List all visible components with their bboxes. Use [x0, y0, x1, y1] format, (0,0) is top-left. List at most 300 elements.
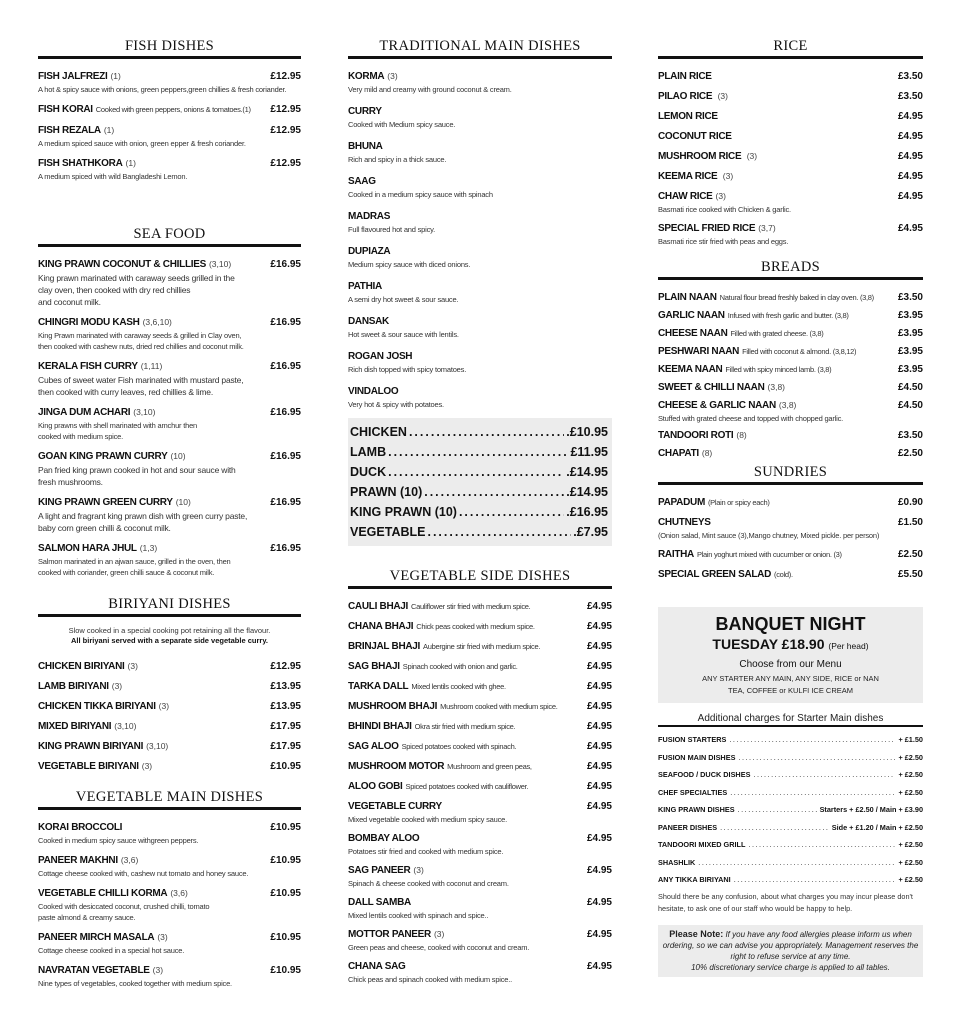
item-name: BHINDI BHAJI	[348, 721, 412, 732]
charge-amount: + £2.50	[898, 875, 923, 884]
item-name: CURRY	[348, 106, 382, 117]
menu-item	[348, 698, 612, 713]
price-list-name: KING PRAWN (10)	[350, 505, 457, 519]
menu-item	[38, 658, 301, 673]
item-price: £4.95	[586, 929, 612, 940]
menu-item-title	[348, 103, 612, 118]
item-name: TARKA DALL	[348, 681, 409, 692]
item-name: FISH SHATHKORA	[38, 158, 123, 169]
item-price: £10.95	[270, 761, 301, 772]
item-allergens: (3,6)	[120, 855, 139, 865]
item-price: £13.95	[270, 701, 301, 712]
item-allergens: (3)	[413, 865, 424, 875]
item-description: Rich and spicy in a thick sauce.	[348, 155, 447, 164]
item-price: £4.95	[586, 781, 612, 792]
menu-item-title	[38, 101, 264, 116]
item-price: £3.50	[897, 430, 923, 441]
menu-item-row	[348, 738, 612, 753]
item-name: MIXED BIRIYANI	[38, 721, 112, 732]
charge-name: FUSION MAIN DISHES	[658, 752, 736, 762]
item-name: CHEESE & GARLIC NAAN	[658, 400, 776, 411]
menu-item-row	[348, 208, 612, 223]
menu-item-row	[38, 962, 301, 977]
menu-item-title	[38, 929, 264, 944]
dot-leader	[738, 801, 817, 819]
price-list-row	[350, 482, 608, 502]
menu-item	[38, 758, 301, 773]
item-allergens: (1,11)	[140, 361, 163, 371]
menu-item-row	[658, 427, 923, 442]
item-name: DANSAK	[348, 316, 389, 327]
item-name: SAG ALOO	[348, 741, 399, 752]
item-name: ALOO GOBI	[348, 781, 403, 792]
item-allergens: (3)	[715, 91, 728, 101]
item-description: Nine types of vegetables, cooked together with medium spice.	[38, 979, 232, 988]
menu-item-row	[348, 758, 612, 773]
menu-section	[658, 464, 923, 581]
menu-item	[658, 445, 923, 460]
item-name: CHANA BHAJI	[348, 621, 414, 632]
charge-amount: Starters + £2.50 / Main + £3.90	[819, 805, 923, 814]
item-name: COCONUT RICE	[658, 131, 732, 142]
menu-item-title	[348, 278, 612, 293]
menu-item	[38, 101, 301, 116]
item-name: CHAW RICE	[658, 191, 713, 202]
item-price: £12.95	[270, 71, 301, 82]
item-description: A medium spiced with wild Bangladeshi Lemon.	[38, 172, 188, 181]
item-description: Cooked with Medium spicy sauce.	[348, 120, 456, 129]
item-description: A semi dry hot sweet & sour sauce.	[348, 295, 459, 304]
menu-item-title	[348, 348, 612, 363]
item-price: £4.95	[897, 151, 923, 162]
additional-charges-heading: Additional charges for Starter Main dishes	[658, 713, 923, 727]
charge-name: ANY TIKKA BIRIYANI	[658, 875, 731, 884]
item-allergens: (3)	[433, 929, 445, 939]
menu-item-title	[38, 718, 264, 733]
item-description: King Prawn marinated with caraway seeds & grilled in Clay oven, then cooked with cashew nuts, dried red chillies and coconut milk.	[38, 331, 244, 351]
menu-item-row	[38, 540, 301, 555]
please-note-text	[661, 929, 920, 962]
banquet-line-2: TEA, COFFEE or KULFI ICE CREAM	[727, 686, 854, 695]
item-allergens: (3)	[127, 661, 138, 671]
item-name: VEGETABLE CHILLI KORMA	[38, 888, 168, 899]
menu-item	[658, 148, 923, 163]
menu-item-row	[38, 101, 301, 116]
menu-item-title	[38, 698, 264, 713]
section-heading: VEGETABLE MAIN DISHES	[75, 789, 264, 805]
charge-amount: + £2.50	[898, 770, 923, 779]
dot-leader	[738, 749, 895, 767]
menu-item	[348, 758, 612, 773]
item-price: £16.95	[270, 259, 301, 270]
menu-item	[348, 862, 612, 889]
menu-item-row	[348, 313, 612, 328]
menu-item	[348, 173, 612, 200]
menu-item	[348, 278, 612, 305]
menu-item-title	[38, 155, 264, 170]
item-price: £4.95	[586, 661, 612, 672]
price-list-price: .£10.95	[566, 425, 608, 439]
item-allergens: (3,10)	[114, 721, 137, 731]
menu-item	[348, 718, 612, 733]
menu-item-row	[38, 68, 301, 83]
menu-item-row	[658, 494, 923, 509]
menu-item	[348, 243, 612, 270]
menu-item-row	[38, 314, 301, 329]
menu-item-title	[38, 256, 264, 271]
menu-item	[348, 798, 612, 825]
menu-item-row	[38, 404, 301, 419]
additional-note: Should there be any confusion, about what charges you may incur please don't hesitate, to ask one of our staff who would be happy to help.	[658, 891, 913, 913]
charge-amount: + £2.50	[898, 752, 923, 762]
menu-item-title	[658, 307, 892, 322]
menu-item-title	[38, 122, 264, 137]
item-description: Spinach & cheese cooked with coconut and cream.	[348, 879, 509, 888]
menu-item	[658, 68, 923, 83]
menu-item	[658, 168, 923, 183]
menu-item	[658, 566, 923, 581]
menu-item	[38, 68, 301, 95]
menu-item	[38, 698, 301, 713]
item-price: £12.95	[270, 125, 301, 136]
item-price: £4.95	[586, 833, 612, 844]
menu-item	[658, 514, 923, 541]
item-name: MUSHROOM BHAJI	[348, 701, 438, 712]
item-description: Cottage cheese cooked with, cashew nut tomato and honey sauce.	[38, 869, 249, 878]
item-inline-description: Mixed lentils cooked with ghee.	[411, 682, 506, 691]
menu-item-title	[658, 379, 892, 394]
item-price: £16.95	[270, 361, 301, 372]
item-inline-description: Filled with spicy minced lamb. (3,8)	[725, 365, 832, 374]
charge-row	[658, 766, 923, 784]
menu-item	[38, 122, 301, 149]
menu-item-row	[38, 448, 301, 463]
item-name: LEMON RICE	[658, 111, 718, 122]
item-allergens: (1)	[125, 158, 136, 168]
item-price: £4.95	[897, 131, 923, 142]
menu-item-title	[658, 566, 892, 581]
right-column	[658, 38, 923, 977]
item-name: SWEET & CHILLI NAAN	[658, 382, 765, 393]
menu-section	[38, 596, 301, 773]
item-allergens: (8)	[736, 430, 747, 440]
charge-row	[658, 871, 923, 889]
menu-item-title	[348, 598, 581, 613]
section-subtitle-bold: All biriyani served with a separate side vegetable curry.	[70, 636, 269, 645]
menu-item	[348, 138, 612, 165]
item-name: TANDOORI ROTI	[658, 430, 734, 441]
menu-item-row	[658, 566, 923, 581]
menu-item-title	[658, 546, 892, 561]
item-allergens: (3,8)	[767, 382, 786, 392]
dot-leader	[388, 462, 564, 482]
menu-item-title	[38, 404, 264, 419]
price-list-row	[350, 502, 608, 522]
menu-item-title	[38, 358, 264, 373]
menu-item	[658, 220, 923, 247]
price-list-price: .£16.95	[566, 505, 608, 519]
item-name: SPECIAL FRIED RICE	[658, 223, 756, 234]
price-list-row	[350, 522, 608, 542]
menu-item-row	[348, 678, 612, 693]
item-price: £1.50	[897, 517, 923, 528]
menu-item-row	[348, 830, 612, 845]
menu-item-title	[348, 718, 581, 733]
item-description: Salmon marinated in an ajwan sauce, grilled in the oven, then cooked with coriander, green chilli sauce & coconut milk.	[38, 557, 231, 577]
menu-item	[38, 678, 301, 693]
section-heading: VEGETABLE SIDE DISHES	[389, 568, 571, 584]
please-note-label: Please Note:	[669, 928, 724, 939]
menu-item-title	[38, 494, 264, 509]
item-allergens: (3)	[158, 701, 170, 711]
item-inline-description: Mushroom cooked with medium spice.	[440, 702, 558, 711]
dot-leader	[748, 836, 895, 854]
menu-item-row	[658, 128, 923, 143]
menu-item-row	[348, 243, 612, 258]
item-price: £3.95	[897, 364, 923, 375]
item-name: JINGA DUM ACHARI	[38, 407, 131, 418]
item-description: Cooked in a medium spicy sauce with spinach	[348, 190, 493, 199]
item-description: Pan fried king prawn cooked in hot and sour sauce with fresh mushrooms.	[38, 465, 236, 487]
menu-item	[348, 658, 612, 673]
item-allergens: (8)	[701, 448, 713, 458]
menu-item	[38, 718, 301, 733]
menu-item-title	[348, 138, 612, 153]
section-heading: FISH DISHES	[124, 38, 215, 54]
charge-amount: + £2.50	[898, 857, 923, 867]
item-price: £4.95	[586, 761, 612, 772]
menu-item	[38, 819, 301, 846]
item-inline-description: (Plain or spicy each)	[707, 498, 770, 507]
section-heading: TRADITIONAL MAIN DISHES	[379, 38, 581, 54]
menu-section	[38, 789, 301, 989]
item-price: £13.95	[270, 681, 301, 692]
menu-item-title	[348, 738, 581, 753]
item-name: PLAIN NAAN	[658, 292, 717, 303]
charge-row	[658, 819, 923, 837]
item-name: VEGETABLE CURRY	[348, 801, 442, 812]
please-note-body: If you have any food allergies please inform us when ordering, so we can advise you appropriately. Management reserves the right to refuse service at any time.	[662, 929, 919, 961]
menu-item-title	[348, 698, 581, 713]
menu-item-row	[658, 148, 923, 163]
menu-item-row	[348, 958, 612, 973]
item-price: £4.95	[586, 801, 612, 812]
menu-item-title	[38, 738, 264, 753]
menu-item-row	[348, 138, 612, 153]
charge-amount: Side + £1.20 / Main + £2.50	[831, 822, 923, 832]
banquet-day-price	[662, 635, 919, 655]
item-name: VEGETABLE BIRIYANI	[38, 761, 139, 772]
menu-item	[348, 103, 612, 130]
charge-amount: + £2.50	[898, 840, 923, 849]
menu-item-row	[348, 68, 612, 83]
item-name: PANEER MIRCH MASALA	[38, 932, 155, 943]
price-list-name: CHICKEN	[350, 425, 407, 439]
price-list-name: DUCK	[350, 465, 387, 479]
item-description: Hot sweet & sour sauce with lentils.	[348, 330, 459, 339]
menu-item-title	[658, 188, 892, 203]
item-description: Mixed vegetable cooked with medium spicy sauce.	[348, 815, 508, 824]
item-name: SAG PANEER	[348, 865, 411, 876]
menu-item	[348, 68, 612, 95]
menu-item-title	[348, 618, 581, 633]
menu-item	[38, 738, 301, 753]
item-name: MOTTOR PANEER	[348, 929, 431, 940]
item-name: CHEESE NAAN	[658, 328, 728, 339]
item-name: NAVRATAN VEGETABLE	[38, 965, 150, 976]
section-heading: BREADS	[760, 259, 820, 275]
section-divider	[348, 586, 612, 589]
item-price: £4.95	[586, 641, 612, 652]
menu-item-row	[348, 718, 612, 733]
item-allergens: (3,10)	[208, 259, 232, 269]
item-name: BRINJAL BHAJI	[348, 641, 421, 652]
item-price: £4.95	[586, 741, 612, 752]
menu-item-row	[38, 122, 301, 137]
item-name: PATHIA	[348, 281, 382, 292]
section-divider	[38, 56, 301, 59]
item-allergens: (10)	[170, 451, 186, 461]
item-description: Very hot & spicy with potatoes.	[348, 400, 444, 409]
item-description: Rich dish topped with spicy tomatoes.	[348, 365, 467, 374]
item-inline-description: Chick peas cooked with medium spice.	[416, 622, 535, 631]
price-list-name: PRAWN (10)	[350, 485, 423, 499]
item-name: DUPIAZA	[348, 246, 391, 257]
menu-item-row	[348, 658, 612, 673]
item-allergens: (3)	[152, 965, 164, 975]
item-price: £2.50	[897, 549, 923, 560]
menu-item	[348, 830, 612, 857]
menu-section	[38, 38, 301, 182]
menu-item-row	[348, 348, 612, 363]
item-price: £16.95	[270, 317, 301, 328]
price-list-box	[348, 418, 612, 546]
menu-item-row	[348, 618, 612, 633]
item-name: CHICKEN BIRIYANI	[38, 661, 125, 672]
menu-item-title	[658, 108, 892, 123]
menu-item	[658, 494, 923, 509]
item-name: KING PRAWN GREEN CURRY	[38, 497, 173, 508]
menu-item-title	[348, 958, 581, 973]
dot-leader	[427, 522, 571, 542]
menu-item-row	[38, 256, 301, 271]
menu-item-title	[38, 448, 264, 463]
menu-item-row	[658, 343, 923, 358]
dot-leader	[424, 482, 564, 502]
item-allergens: (3,10)	[133, 407, 156, 417]
item-name: PAPADUM	[658, 497, 705, 508]
item-price: £2.50	[897, 448, 923, 459]
please-note-box	[658, 925, 923, 977]
charge-row	[658, 784, 923, 802]
item-inline-description: Filled with coconut & almond. (3,8,12)	[742, 347, 857, 356]
menu-item-title	[348, 758, 581, 773]
charge-row	[658, 749, 923, 767]
item-name: PESHWARI NAAN	[658, 346, 740, 357]
menu-item-title	[348, 313, 612, 328]
menu-item-title	[658, 168, 892, 183]
item-name: DALL SAMBA	[348, 897, 411, 908]
menu-item	[348, 598, 612, 613]
item-allergens: (1)	[103, 125, 115, 135]
menu-item-row	[38, 718, 301, 733]
item-name: FISH KORAI	[38, 104, 93, 115]
menu-item-title	[658, 68, 892, 83]
item-price: £4.95	[586, 621, 612, 632]
menu-item	[348, 348, 612, 375]
menu-item-row	[658, 379, 923, 394]
menu-item-title	[348, 678, 581, 693]
item-name: CHAPATI	[658, 448, 699, 459]
menu-item-row	[348, 638, 612, 653]
price-list-row	[350, 422, 608, 442]
menu-item-title	[658, 88, 892, 103]
banquet-night-box	[658, 607, 923, 703]
item-price: £3.95	[897, 310, 923, 321]
item-name: CHICKEN TIKKA BIRIYANI	[38, 701, 156, 712]
charge-name: FUSION STARTERS	[658, 735, 727, 744]
banquet-title: BANQUET NIGHT	[715, 614, 866, 634]
item-price: £4.95	[586, 701, 612, 712]
menu-item-title	[658, 325, 892, 340]
item-inline-description: Filled with grated cheese. (3,8)	[730, 329, 824, 338]
charge-name: SHASHLIK	[658, 857, 696, 867]
menu-item-row	[38, 929, 301, 944]
item-inline-description: Cooked with green peppers, onions & tomatoes.(1)	[95, 105, 251, 114]
menu-item-title	[38, 658, 264, 673]
item-description: Basmati rice cooked with Chicken & garlic.	[658, 205, 791, 214]
menu-item	[38, 962, 301, 989]
menu-item-title	[348, 383, 612, 398]
banquet-line-1: ANY STARTER ANY MAIN, ANY SIDE, RICE or NAN	[702, 674, 879, 683]
dot-leader	[729, 731, 895, 749]
charge-row	[658, 731, 923, 749]
item-inline-description: Spinach cooked with onion and garlic.	[402, 662, 518, 671]
menu-item-title	[658, 289, 892, 304]
menu-item-row	[348, 926, 612, 941]
menu-item-title	[658, 361, 892, 376]
menu-item-title	[658, 148, 892, 163]
dot-leader	[459, 502, 564, 522]
banquet-price: TUESDAY £18.90	[712, 636, 825, 652]
menu-item-title	[658, 427, 892, 442]
menu-item	[38, 852, 301, 879]
menu-item-title	[348, 658, 581, 673]
item-price: £0.90	[897, 497, 923, 508]
item-inline-description: Natural flour bread freshly baked in clay oven. (3,8)	[719, 293, 874, 302]
item-description: Cooked with desiccated coconut, crushed chilli, tomato paste almond & creamy sauce.	[38, 902, 210, 922]
item-price: £16.95	[270, 451, 301, 462]
item-price: £4.95	[586, 897, 612, 908]
item-price: £10.95	[270, 888, 301, 899]
item-allergens: (3,7)	[758, 223, 776, 233]
item-inline-description: Mushroom and green peas,	[447, 762, 532, 771]
menu-item	[348, 208, 612, 235]
item-price: £5.50	[897, 569, 923, 580]
item-allergens: (3)	[744, 151, 758, 161]
price-list-price: .£14.95	[566, 485, 608, 499]
menu-item-title	[658, 128, 892, 143]
price-list-price: .£7.95	[573, 525, 608, 539]
menu-item	[658, 289, 923, 304]
item-price: £12.95	[270, 158, 301, 169]
menu-item-title	[658, 514, 892, 529]
charge-row	[658, 801, 923, 819]
item-description: King prawns with shell marinated with amchur then cooked with medium spice.	[38, 421, 198, 441]
section-heading: RICE	[773, 38, 808, 54]
item-name: VINDALOO	[348, 386, 399, 397]
dot-leader	[720, 819, 829, 837]
